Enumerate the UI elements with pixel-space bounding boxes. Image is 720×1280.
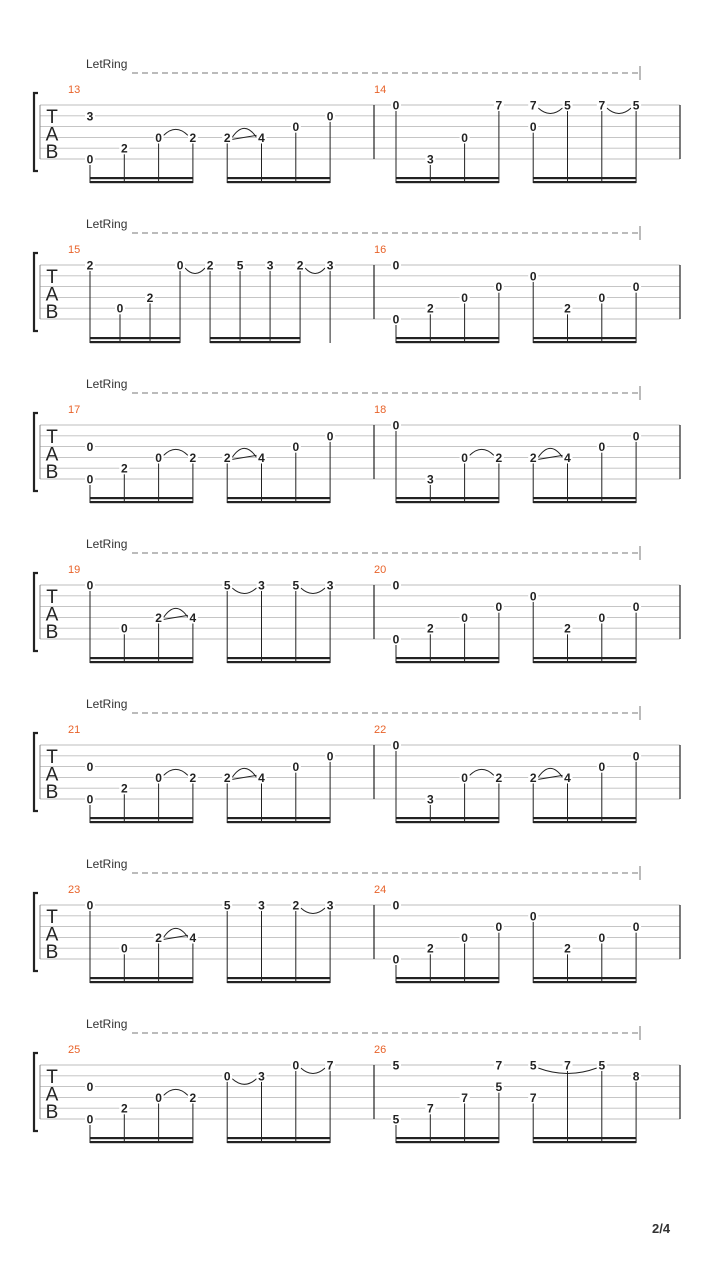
fret-number: 0 (155, 130, 162, 145)
fret-number: 2 (223, 130, 231, 145)
system-bracket (34, 733, 38, 811)
fret-number: 0 (86, 578, 94, 593)
fret-number: 0 (632, 920, 640, 935)
beam-line (227, 1137, 330, 1139)
measure-number: 16 (374, 244, 387, 256)
fret-number: 0 (116, 301, 124, 316)
beam-line (396, 817, 499, 819)
fret-number: 5 (236, 258, 244, 273)
beam-line (227, 181, 330, 183)
fret-number: 4 (189, 610, 197, 625)
tab-clef-letter: B (45, 942, 59, 963)
beam-line (90, 181, 193, 183)
fret-number: 0 (86, 472, 94, 487)
fret-number: 2 (120, 781, 128, 796)
fret-number: 3 (258, 898, 265, 913)
fret-number: 2 (564, 301, 571, 316)
fret-number: 0 (495, 920, 503, 935)
fret-number: 5 (223, 898, 231, 913)
fret-number: 7 (326, 1058, 334, 1073)
fret-number: 2 (189, 450, 197, 465)
beam-line (533, 497, 636, 499)
beam-line (90, 337, 180, 339)
fret-number: 5 (529, 1058, 537, 1073)
fret-number: 0 (461, 930, 468, 945)
beam-line (533, 1137, 636, 1139)
measure-number: 15 (68, 244, 81, 256)
tab-clef-letter: T (46, 747, 58, 768)
beam-line (533, 817, 636, 819)
fret-number: 2 (426, 301, 434, 316)
beam-line (227, 1141, 330, 1143)
fret-number: 0 (529, 120, 537, 135)
fret-number: 2 (146, 290, 154, 305)
fret-number: 4 (564, 770, 571, 785)
beam-line (90, 497, 193, 499)
fret-number: 2 (529, 450, 537, 465)
fret-number: 0 (120, 621, 128, 636)
tab-clef-letter: A (45, 124, 59, 146)
measure-number: 24 (374, 884, 387, 896)
fret-number: 3 (86, 109, 94, 124)
fret-number: 2 (189, 770, 197, 785)
fret-number: 0 (529, 589, 537, 604)
fret-number: 0 (392, 898, 400, 913)
system-bracket (34, 413, 38, 491)
beam-line (396, 1137, 499, 1139)
beam-line (533, 337, 636, 339)
beam-line (396, 981, 499, 983)
beam-line (90, 1137, 193, 1139)
fret-number: 2 (564, 941, 571, 956)
fret-number: 7 (461, 1090, 468, 1105)
fret-number: 0 (598, 930, 606, 945)
measure-number: 22 (374, 724, 387, 736)
fret-number: 0 (461, 450, 468, 465)
tab-clef-letter: A (45, 764, 59, 786)
fret-number: 2 (120, 141, 128, 156)
measure-number: 20 (374, 564, 387, 576)
fret-number: 0 (495, 280, 503, 295)
fret-number: 2 (292, 898, 300, 913)
beam-line (396, 341, 499, 343)
fret-number: 0 (86, 1080, 94, 1095)
fret-number: 0 (598, 610, 606, 625)
tab-clef-letter: T (46, 107, 58, 128)
tab-clef-letter: B (45, 782, 59, 803)
beam-line (227, 817, 330, 819)
fret-number: 0 (495, 600, 503, 615)
beam-line (396, 497, 499, 499)
fret-number: 2 (155, 930, 162, 945)
tab-clef-letter: A (45, 1084, 59, 1106)
tab-clef-letter: B (45, 1102, 59, 1123)
tab-clef-letter: A (45, 284, 59, 306)
fret-number: 0 (392, 578, 400, 593)
tie-arc (301, 588, 325, 594)
fret-number: 5 (392, 1058, 400, 1073)
fret-number: 5 (223, 578, 231, 593)
let-ring-label: LetRing (86, 857, 128, 871)
measure-number: 17 (68, 404, 81, 416)
tie-arc (232, 1079, 256, 1085)
fret-number: 0 (598, 440, 606, 455)
beam-line (533, 661, 636, 663)
let-ring-label: LetRing (86, 217, 128, 231)
fret-number: 2 (495, 770, 503, 785)
fret-number: 0 (598, 760, 606, 775)
system-bracket (34, 1053, 38, 1131)
beam-line (90, 341, 180, 343)
fret-number: 2 (189, 130, 197, 145)
fret-number: 2 (426, 621, 434, 636)
tie-arc (301, 908, 325, 914)
fret-number: 0 (86, 440, 94, 455)
beam-line (90, 981, 193, 983)
beam-line (533, 657, 636, 659)
fret-number: 5 (292, 578, 300, 593)
beam-line (396, 177, 499, 179)
fret-number: 0 (632, 749, 640, 764)
fret-number: 0 (392, 952, 400, 967)
fret-number: 2 (223, 770, 231, 785)
beam-line (90, 661, 193, 663)
let-ring-label: LetRing (86, 537, 128, 551)
fret-number: 0 (461, 130, 468, 145)
beam-line (533, 501, 636, 503)
beam-line (396, 1141, 499, 1143)
tab-clef-letter: A (45, 444, 59, 466)
fret-number: 5 (632, 98, 640, 113)
fret-number: 0 (155, 1090, 162, 1105)
fret-number: 3 (326, 578, 334, 593)
measure-number: 26 (374, 1044, 387, 1056)
beam-line (227, 657, 330, 659)
fret-number: 3 (326, 898, 334, 913)
let-ring-label: LetRing (86, 57, 128, 71)
beam-line (210, 337, 300, 339)
beam-line (227, 977, 330, 979)
beam-line (90, 657, 193, 659)
beam-line (533, 181, 636, 183)
fret-number: 5 (564, 98, 571, 113)
let-ring-label: LetRing (86, 377, 128, 391)
fret-number: 0 (461, 290, 468, 305)
fret-number: 0 (392, 418, 400, 433)
beam-line (90, 977, 193, 979)
tab-clef-letter: B (45, 302, 59, 323)
fret-number: 0 (120, 941, 128, 956)
fret-number: 4 (258, 770, 265, 785)
fret-number: 0 (392, 738, 400, 753)
fret-number: 5 (598, 1058, 606, 1073)
fret-number: 2 (223, 450, 231, 465)
fret-number: 0 (632, 280, 640, 295)
fret-number: 4 (189, 930, 197, 945)
fret-number: 3 (426, 792, 434, 807)
let-ring-label: LetRing (86, 1017, 128, 1031)
tab-clef-letter: A (45, 924, 59, 946)
beam-line (396, 661, 499, 663)
beam-line (90, 1141, 193, 1143)
tab-clef-letter: T (46, 427, 58, 448)
fret-number: 5 (495, 1080, 503, 1095)
fret-number: 7 (564, 1058, 571, 1073)
fret-number: 2 (86, 258, 94, 273)
measure-number: 18 (374, 404, 387, 416)
fret-number: 0 (86, 898, 94, 913)
tie-arc (164, 449, 188, 455)
tab-clef-letter: T (46, 587, 58, 608)
tie-arc (607, 108, 631, 114)
beam-line (227, 821, 330, 823)
fret-number: 0 (86, 152, 94, 167)
tie-arc (164, 129, 188, 135)
fret-number: 0 (292, 120, 300, 135)
tie-arc (470, 769, 494, 775)
fret-number: 2 (155, 610, 162, 625)
measure-number: 14 (374, 84, 387, 96)
beam-line (396, 501, 499, 503)
beam-line (533, 341, 636, 343)
fret-number: 7 (529, 98, 537, 113)
fret-number: 0 (632, 429, 640, 444)
fret-number: 0 (461, 770, 468, 785)
system-bracket (34, 253, 38, 331)
tie-arc (301, 1068, 325, 1074)
fret-number: 0 (292, 1058, 300, 1073)
fret-number: 0 (223, 1069, 231, 1084)
beam-line (533, 1141, 636, 1143)
beam-line (227, 497, 330, 499)
fret-number: 2 (529, 770, 537, 785)
beam-line (396, 821, 499, 823)
fret-number: 0 (86, 760, 94, 775)
fret-number: 0 (176, 258, 184, 273)
fret-number: 2 (495, 450, 503, 465)
fret-number: 2 (120, 461, 128, 476)
measure-number: 13 (68, 84, 81, 96)
fret-number: 2 (206, 258, 214, 273)
fret-number: 2 (189, 1090, 197, 1105)
page-number: 2/4 (652, 1221, 671, 1236)
beam-line (90, 821, 193, 823)
beam-line (210, 341, 300, 343)
tie-arc (470, 449, 494, 455)
measure-number: 25 (68, 1044, 81, 1056)
beam-line (227, 981, 330, 983)
fret-number: 0 (632, 600, 640, 615)
measure-number: 19 (68, 564, 81, 576)
fret-number: 0 (529, 269, 537, 284)
fret-number: 3 (258, 1069, 265, 1084)
beam-line (396, 657, 499, 659)
fret-number: 0 (155, 770, 162, 785)
tab-clef-letter: T (46, 1067, 58, 1088)
tie-arc (164, 769, 188, 775)
fret-number: 0 (461, 610, 468, 625)
fret-number: 0 (86, 1112, 94, 1127)
fret-number: 3 (426, 152, 434, 167)
measure-number: 23 (68, 884, 81, 896)
tie-arc (305, 268, 325, 274)
fret-number: 0 (392, 632, 400, 647)
fret-number: 2 (564, 621, 571, 636)
beam-line (227, 177, 330, 179)
fret-number: 5 (392, 1112, 400, 1127)
fret-number: 3 (426, 472, 434, 487)
system-bracket (34, 93, 38, 171)
tab-clef-letter: T (46, 267, 58, 288)
fret-number: 7 (495, 98, 503, 113)
fret-number: 2 (296, 258, 304, 273)
measure-number: 21 (68, 724, 81, 736)
fret-number: 3 (258, 578, 265, 593)
tab-clef-letter: B (45, 462, 59, 483)
beam-line (396, 181, 499, 183)
fret-number: 4 (258, 130, 265, 145)
tie-arc (232, 588, 256, 594)
fret-number: 7 (598, 98, 606, 113)
fret-number: 3 (266, 258, 274, 273)
fret-number: 7 (495, 1058, 503, 1073)
fret-number: 2 (120, 1101, 128, 1116)
beam-line (227, 661, 330, 663)
fret-number: 0 (155, 450, 162, 465)
fret-number: 0 (598, 290, 606, 305)
beam-line (396, 977, 499, 979)
fret-number: 4 (564, 450, 571, 465)
fret-number: 7 (529, 1090, 537, 1105)
let-ring-label: LetRing (86, 697, 128, 711)
beam-line (533, 821, 636, 823)
tab-clef-letter: T (46, 907, 58, 928)
tab-clef-letter: B (45, 142, 59, 163)
tie-arc (538, 108, 562, 114)
beam-line (90, 501, 193, 503)
fret-number: 0 (392, 98, 400, 113)
beam-line (90, 817, 193, 819)
fret-number: 0 (292, 760, 300, 775)
fret-number: 0 (392, 312, 400, 327)
tab-clef-letter: B (45, 622, 59, 643)
fret-number: 7 (426, 1101, 434, 1116)
beam-line (533, 981, 636, 983)
fret-number: 0 (292, 440, 300, 455)
fret-number: 3 (326, 258, 334, 273)
beam-line (396, 337, 499, 339)
tab-clef-letter: A (45, 604, 59, 626)
beam-line (533, 977, 636, 979)
system-bracket (34, 893, 38, 971)
fret-number: 0 (529, 909, 537, 924)
fret-number: 0 (86, 792, 94, 807)
beam-line (90, 177, 193, 179)
beam-line (533, 177, 636, 179)
tie-arc (164, 1089, 188, 1095)
fret-number: 0 (392, 258, 400, 273)
beam-line (227, 501, 330, 503)
system-bracket (34, 573, 38, 651)
fret-number: 8 (632, 1069, 640, 1084)
fret-number: 0 (326, 749, 334, 764)
fret-number: 2 (426, 941, 434, 956)
tie-arc (185, 268, 205, 274)
fret-number: 4 (258, 450, 265, 465)
fret-number: 0 (326, 109, 334, 124)
fret-number: 0 (326, 429, 334, 444)
